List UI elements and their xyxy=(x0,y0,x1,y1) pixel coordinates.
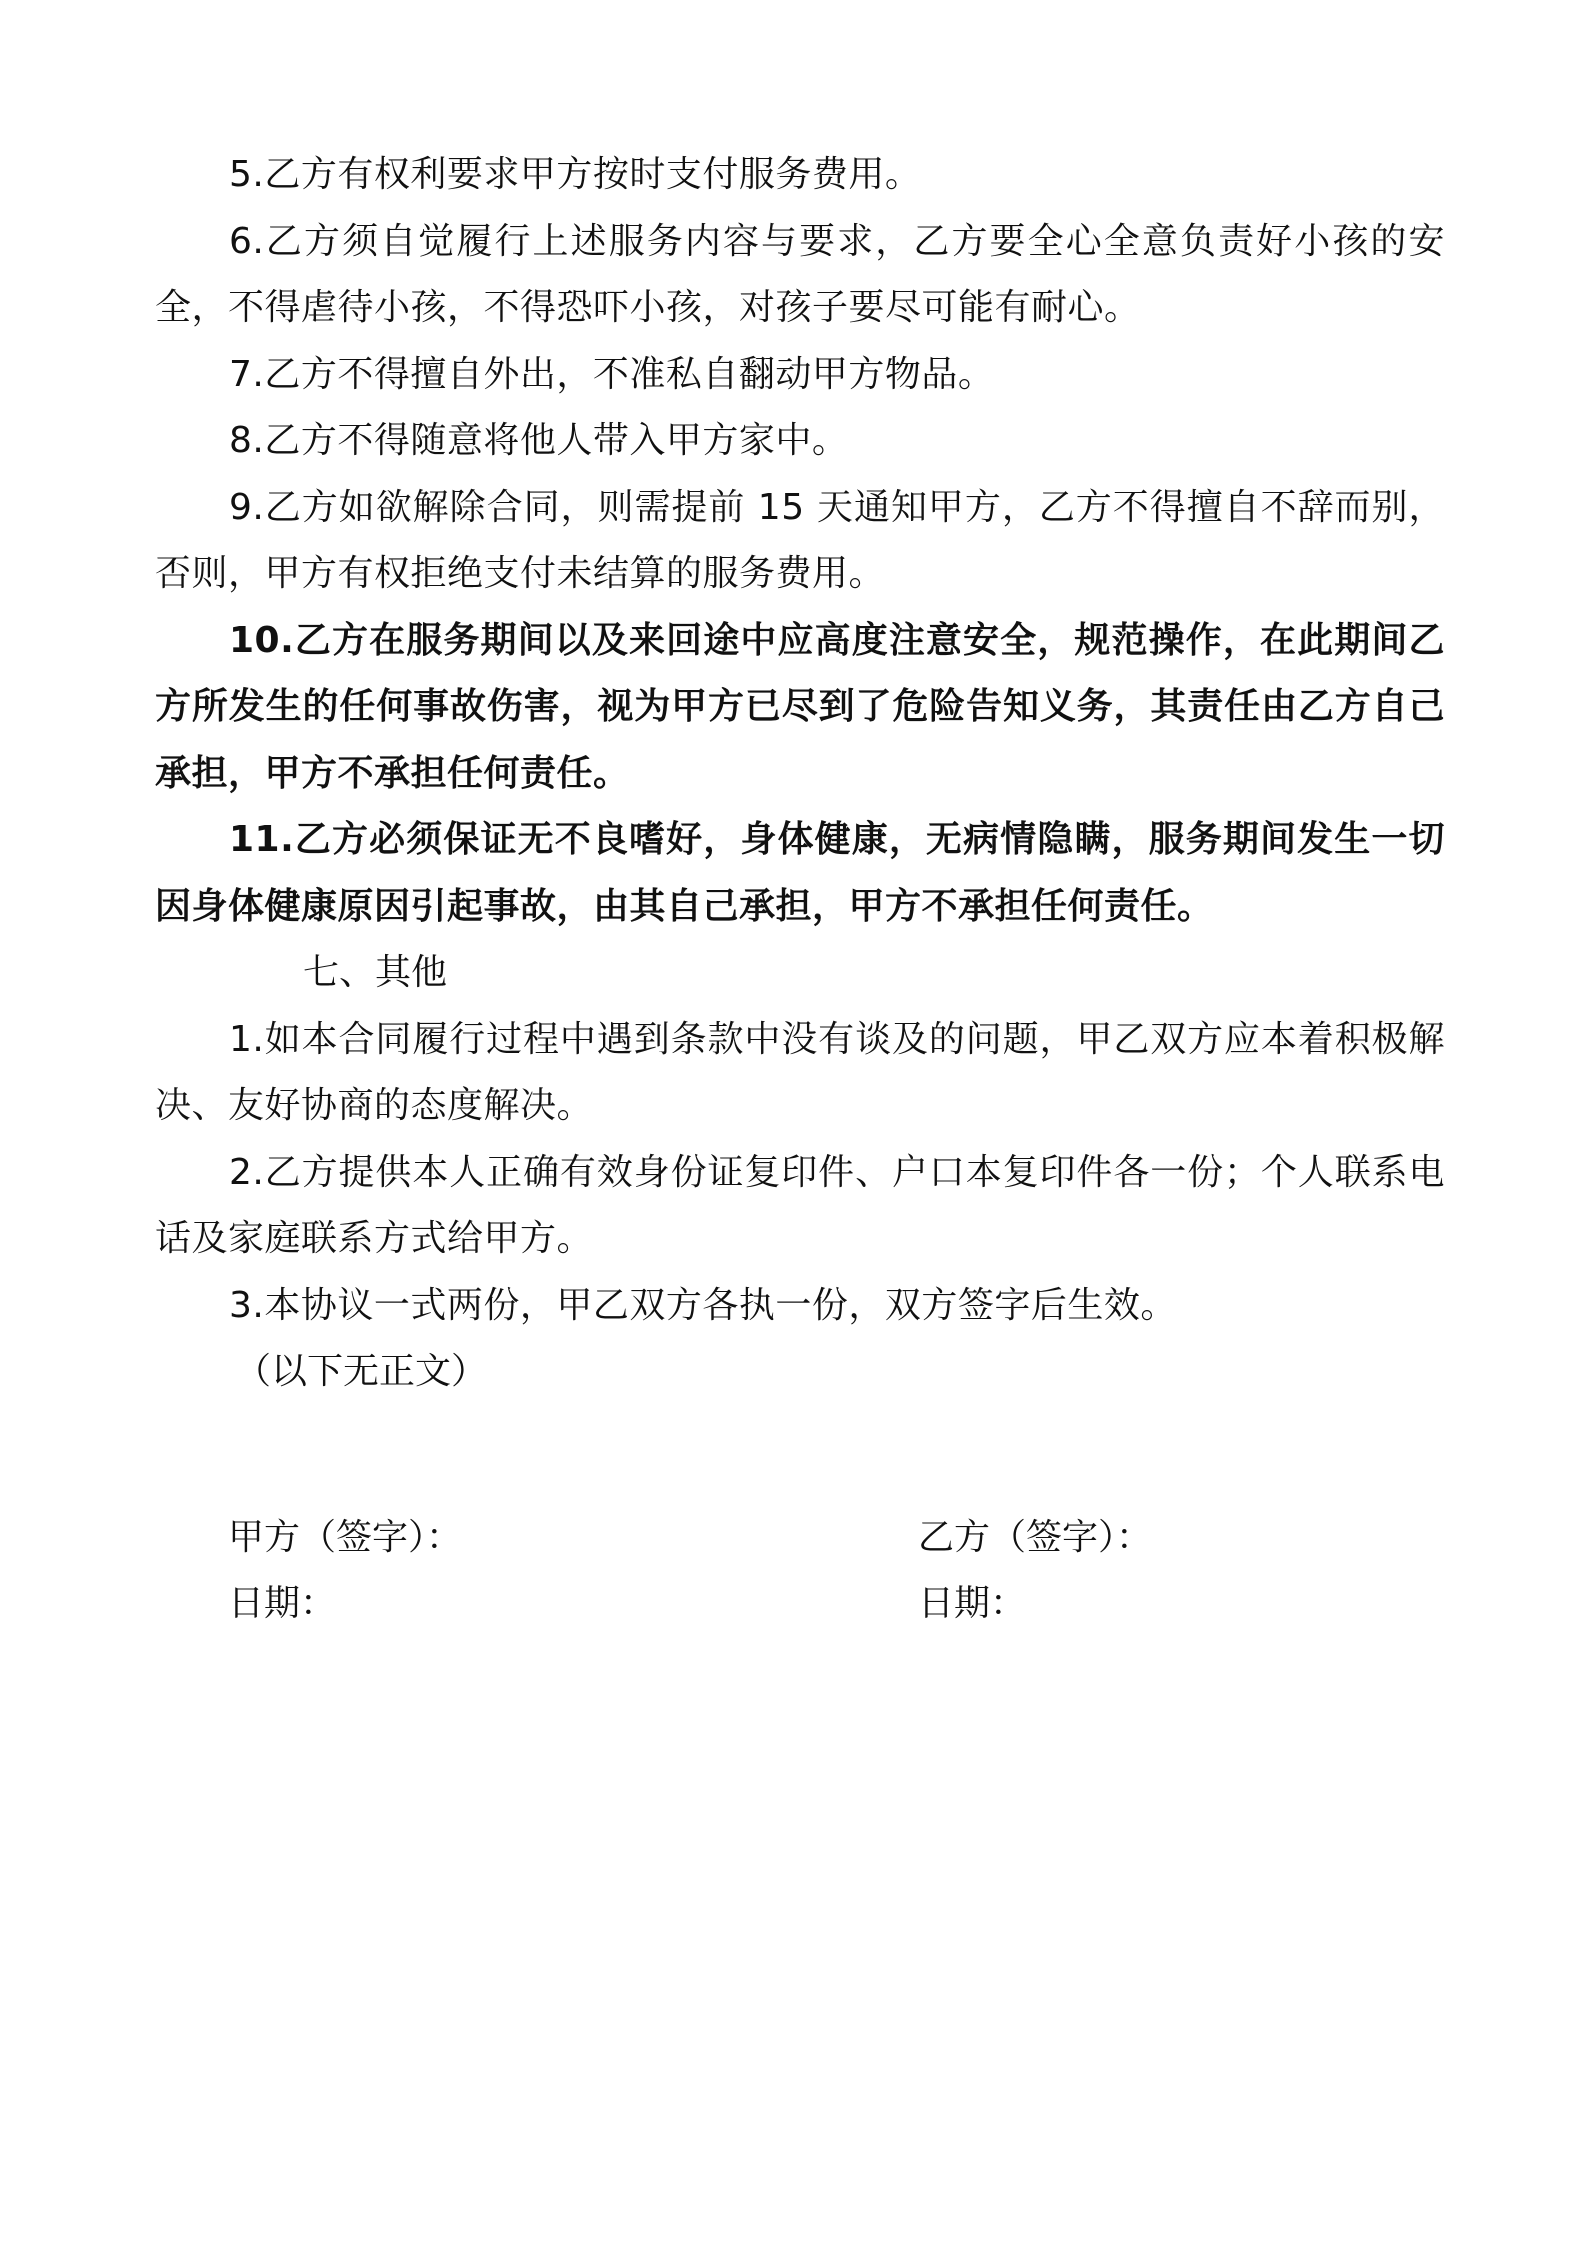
party-b-date-label: 日期： xyxy=(918,1583,1027,1624)
party-a-date-label: 日期： xyxy=(228,1583,337,1624)
other-clause-3: 3.本协议一式两份，甲乙双方各执一份，双方签字后生效。 xyxy=(229,1284,1177,1326)
clause-7: 7.乙方不得擅自外出，不准私自翻动甲方物品。 xyxy=(229,353,995,395)
section-heading-other: 七、其他 xyxy=(303,952,448,993)
clause-6: 6.乙方须自觉履行上述服务内容与要求，乙方要全心全意负责好小孩的安全，不得虐待小孩，不得恐吓小孩，对孩子要尽可能有耐心。 xyxy=(155,220,1445,328)
party-a-signature-label: 甲方（签字）： xyxy=(228,1517,463,1558)
other-clause-1: 1.如本合同履行过程中遇到条款中没有谈及的问题，甲乙双方应本着积极解决、友好协商的态度解决。 xyxy=(155,1018,1445,1126)
contract-body xyxy=(155,142,1445,1406)
clause-11: 11.乙方必须保证无不良嗜好，身体健康，无病情隐瞒，服务期间发生一切因身体健康原因引起事故，由其自己承担，甲方不承担任何责任。 xyxy=(155,819,1445,927)
clause-9: 9.乙方如欲解除合同，则需提前 15 天通知甲方，乙方不得擅自不辞而别，否则，甲方有权拒绝支付未结算的服务费用。 xyxy=(155,486,1445,594)
closing-note: （以下无正文） xyxy=(235,1351,488,1392)
party-b-signature-label: 乙方（签字）： xyxy=(918,1517,1153,1558)
other-clause-2: 2.乙方提供本人正确有效身份证复印件、户口本复印件各一份；个人联系电话及家庭联系方式给甲方。 xyxy=(155,1151,1445,1259)
clause-5: 5.乙方有权利要求甲方按时支付服务费用。 xyxy=(229,154,922,195)
clause-10: 10.乙方在服务期间以及来回途中应高度注意安全，规范操作，在此期间乙方所发生的任何事故伤害，视为甲方已尽到了危险告知义务，其责任由乙方自己承担，甲方不承担任何责任。 xyxy=(155,619,1445,794)
clause-8: 8.乙方不得随意将他人带入甲方家中。 xyxy=(229,420,849,461)
